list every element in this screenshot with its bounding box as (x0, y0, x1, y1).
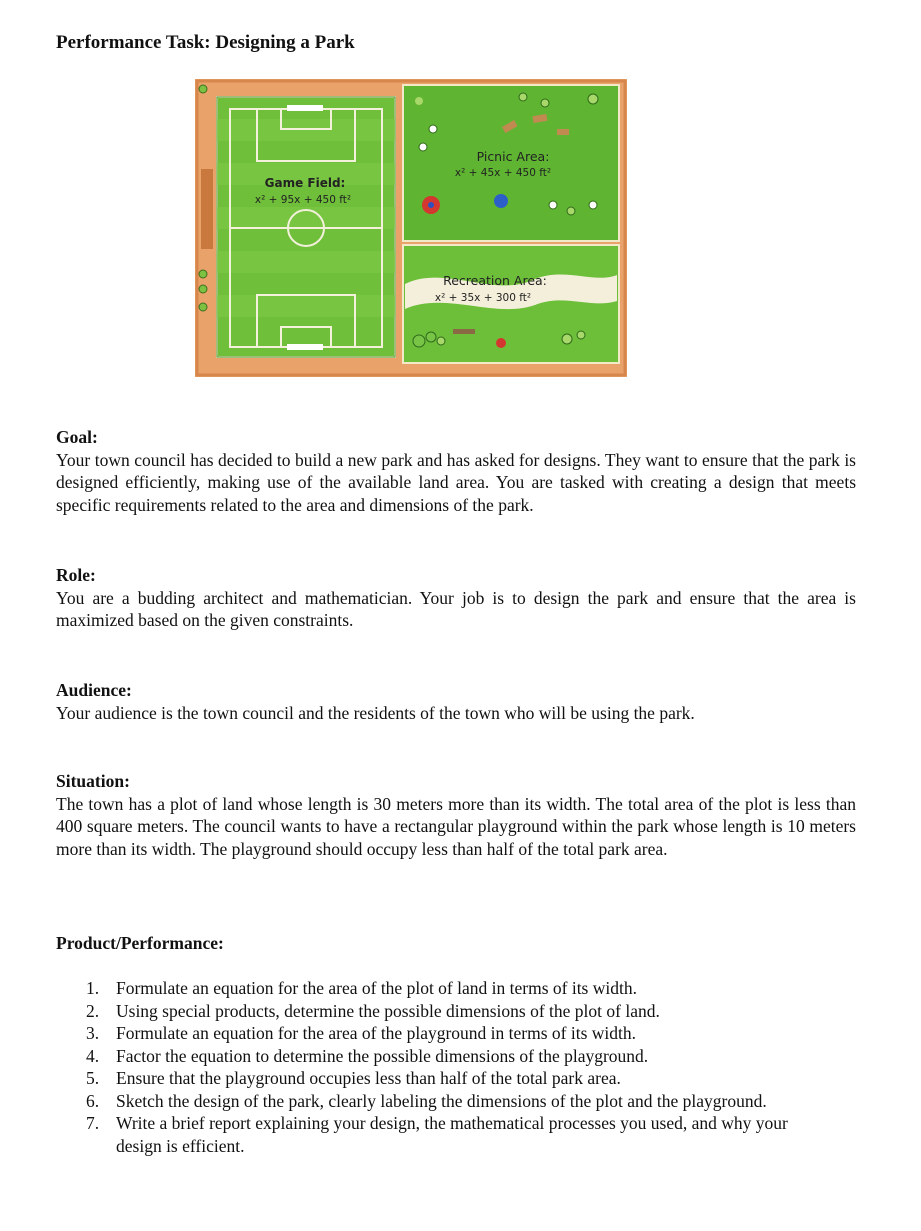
list-item: 5. Ensure that the playground occupies less than half of the total park area. (86, 1068, 621, 1088)
picnic-area-label: Picnic Area: (476, 149, 550, 164)
side-bench (201, 169, 213, 249)
situation-text: The town has a plot of land whose length is 30 meters more than its width. The total area of the plot is less than 400 square meters. The council wants to have a rectangular playground within the park whose length is 10 meters more than its width. The playground should occupy less than half of the total park area. (56, 793, 856, 859)
situation-section (56, 770, 856, 860)
product-heading: Product/Performance: (56, 933, 224, 953)
audience-heading: Audience: (56, 680, 132, 700)
page-title: Performance Task: Designing a Park (56, 32, 355, 53)
role-text: You are a budding architect and mathematician. Your job is to design the park and ensure that the area is maximized based on the given constraints. (56, 587, 856, 630)
product-steps-list (56, 977, 836, 1157)
list-item: 1. Formulate an equation for the area of the plot of land in terms of its width. (86, 978, 637, 998)
audience-text: Your audience is the town council and the residents of the town who will be using the park. (56, 702, 695, 723)
list-item: 7. Write a brief report explaining your design, the mathematical processes you used, and why your design is efficient. (86, 1113, 788, 1156)
product-section (56, 932, 856, 955)
role-section (56, 564, 856, 632)
recreation-area-label: Recreation Area: (443, 273, 547, 288)
list-item: 2. Using special products, determine the possible dimensions of the plot of land. (86, 1000, 660, 1021)
list-item: 4. Factor the equation to determine the possible dimensions of the playground. (86, 1045, 649, 1066)
situation-heading: Situation: (56, 771, 130, 791)
recreation-area-expression: x² + 35x + 300 ft² (434, 292, 532, 304)
goal-text: Your town council has decided to build a new park and has asked for designs. They want to ensure that the park is designed efficiently, making use of the available land area. You are tasked with creating a design that meets specific requirements related to the area and dimensions of the park. (56, 449, 856, 515)
game-field-expression: x² + 95x + 450 ft² (254, 194, 352, 206)
goal-heading: Goal: (56, 427, 98, 447)
park-illustration (195, 79, 627, 377)
game-field (217, 97, 395, 357)
role-heading: Role: (56, 565, 96, 585)
game-field-label: Game Field: (264, 176, 346, 190)
audience-section (56, 679, 856, 724)
list-item: 6. Sketch the design of the park, clearly labeling the dimensions of the plot and the playground. (86, 1090, 767, 1111)
list-item: 3. Formulate an equation for the area of the playground in terms of its width. (86, 1023, 637, 1043)
goal-section (56, 426, 856, 516)
picnic-area-expression: x² + 45x + 450 ft² (454, 167, 552, 179)
recreation-area (403, 245, 619, 363)
